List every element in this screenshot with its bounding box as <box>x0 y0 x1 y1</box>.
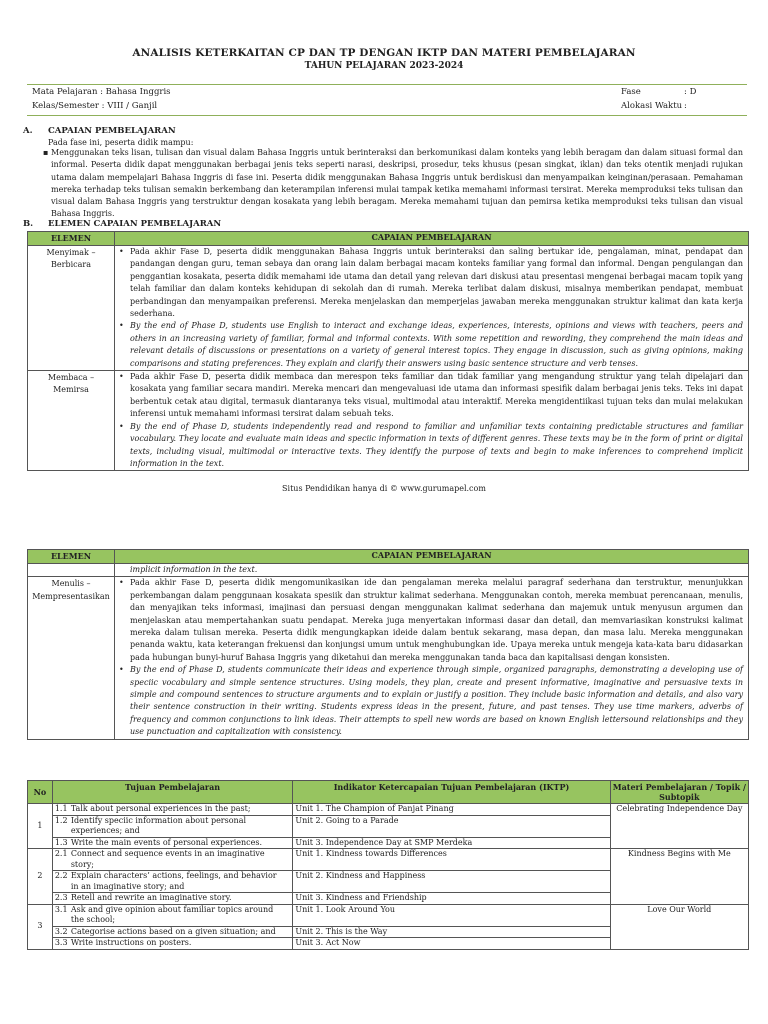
col-elemen-header: ELEMEN <box>28 232 115 246</box>
elemen-table-part1-clip <box>27 231 749 472</box>
tp-number: 2.3 <box>54 893 68 902</box>
col-iktp-header: Indikator Ketercapaian Tujuan Pembelajaran (IKTP) <box>293 781 610 804</box>
iktp-text: Unit 2. This is the Way <box>293 926 610 938</box>
col-capaian-header: CAPAIAN PEMBELAJARAN <box>115 232 749 246</box>
materi-text: Kindness Begins with Me <box>610 849 748 905</box>
table-row <box>28 564 749 577</box>
table-row <box>28 246 749 371</box>
section-a-bullet <box>43 147 743 221</box>
bullet-icon: ▪ <box>43 148 49 157</box>
elemen-name: Menyimak – Berbicara <box>28 246 115 371</box>
group-number: 3 <box>28 904 53 949</box>
tp-text: Identify speciic information about personal experiences; and <box>70 815 247 835</box>
section-b-title: ELEMEN CAPAIAN PEMBELAJARAN <box>48 219 222 229</box>
elemen-name: Menulis – Mempresentasikan <box>28 577 115 739</box>
capaian-en-text: • By the end of Phase D, students use English to interact and exchange ideas, experiences, interests, opinions and views with teachers, peers and others in an increasing variety of familiar, formal and informal contexts. With some repetition and rewording, they comprehend the main ideas and relevant details of discussions or presentations on a variety of general interest topics. They engage in discussion, such as giving opinions, making comparisons and stating preferences. They explain and clarify their answers using basic sentence structure and verb tenses. <box>130 320 743 370</box>
tp-number: 3.3 <box>54 938 68 947</box>
table-row <box>28 577 749 739</box>
tp-text: Talk about personal experiences in the past; <box>70 804 251 813</box>
elemen-table-header <box>28 232 749 246</box>
capaian-cell <box>115 246 749 371</box>
group-number: 2 <box>28 849 53 905</box>
materi-text: Celebrating Independence Day <box>610 804 748 849</box>
tp-number: 2.2 <box>54 871 68 880</box>
table-row <box>28 804 749 816</box>
tp-text: Explain characters’ actions, feelings, and behavior in an imaginative story; and <box>70 871 277 891</box>
fase-label: Fase <box>621 87 641 97</box>
section-a-bullet-text: Menggunakan teks lisan, tulisan dan visual dalam Bahasa Inggris untuk berinteraksi dan berkomunikasi dalam konteks yang lebih beragam dan dalam situasi formal dan informal. Peserta didik dapat menggunakan berbagai jenis teks seperti narasi, deskripsi, prosedur, teks khusus (pesan singkat, iklan) dan teks otentik menjadi rujukan utama dalam mempelajari Bahasa Inggris di fase ini. Peserta didik menggunakan Bahasa Inggris untuk berdiskusi dan menyampaikan keinginan/perasaan. Pemahaman mereka terhadap teks tulisan semakin berkembang dan keterampilan inferensi mulai tampak ketika memahami informasi tersirat. Mereka memproduksi teks tulisan dan visual dalam Bahasa Inggris yang terstruktur dengan kosakata yang lebih beragam. Mereka memahami tujuan dan pemirsa ketika memproduksi teks tulisan dan visual Bahasa Inggris. <box>51 148 743 219</box>
table-row <box>28 371 749 471</box>
capaian-id-text: • Pada akhir Fase D, peserta didik mengomunikasikan ide dan pengalaman mereka melalui paragraf sederhana dan terstruktur, menunjukkan perkembangan dalam penggunaan kosakata spesiik dan struktur kalimat sederhana. Menggunakan contoh, mereka membuat perencanaan, menulis, dan menyajikan teks informasi, imajinasi dan persuasi dengan menggunakan kalimat sederhana dan majemuk untuk menyusun argumen dan menjelaskan atau mempertahankan suatu pendapat. Mereka juga menyertakan informasi dasar dan detail, dan memvariasikan konstruksi kalimat mereka dalam tulisan mereka. Peserta didik mengungkapkan ideide dalam bentuk sekarang, masa depan, dan masa lalu. Mereka menggunakan penanda waktu, kata keterangan frekuensi dan konjungsi umum untuk menghubungkan ide. Upaya mereka untuk mengeja kata-kata baru didasarkan pada hubungan bunyi-huruf Bahasa Inggris yang diketahui dan mereka menggunakan tanda baca dan kapitalisasi dengan konsisten. <box>130 577 743 664</box>
tp-text: Connect and sequence events in an imaginative story; <box>70 849 265 869</box>
continued-text: implicit information in the text. <box>115 564 749 577</box>
tp-text: Ask and give opinion about familiar topics around the school; <box>70 904 274 924</box>
iktp-text: Unit 3. Independence Day at SMP Merdeka <box>293 837 610 849</box>
alokasi-value: : <box>684 101 687 111</box>
elemen-table-continued <box>27 549 749 740</box>
alokasi-label: Alokasi Waktu <box>621 101 683 111</box>
footer-text: Situs Pendidikan hanya di © www.gurumapel.com <box>282 484 486 493</box>
section-a-number: A. <box>23 126 33 136</box>
capaian-cell <box>115 577 749 739</box>
tp-number: 2.1 <box>54 849 68 858</box>
section-b-number: B. <box>23 219 34 229</box>
meta-box <box>27 84 747 116</box>
capaian-cell <box>115 371 749 471</box>
iktp-text: Unit 2. Kindness and Happiness <box>293 871 610 893</box>
table-row <box>28 849 749 871</box>
capaian-id-text: • Pada akhir Fase D, peserta didik membaca dan merespon teks familiar dan tidak familiar yang mengandung struktur yang telah dipelajari dan kosakata yang familiar secara mandiri. Mereka mencari dan mengevaluasi ide utama dan informasi spesifik dalam berbagai jenis teks. Teks ini dapat berbentuk cetak atau digital, termasuk diantaranya teks visual, multimodal atau interaktif. Mereka mengidentiikasi tujuan teks dan mulai melakukan inferensi untuk memahami informasi tersirat dalam sebuah teks. <box>130 371 743 421</box>
col-capaian-header: CAPAIAN PEMBELAJARAN <box>115 550 749 564</box>
iktp-text: Unit 1. Kindness towards Differences <box>293 849 610 871</box>
mapel-text: Mata Pelajaran : Bahasa Inggris <box>32 87 171 97</box>
kelas-text: Kelas/Semester : VIII / Ganjil <box>32 101 158 111</box>
section-a-title: CAPAIAN PEMBELAJARAN <box>48 126 176 136</box>
iktp-text: Unit 2. Going to a Parade <box>293 815 610 837</box>
tp-table <box>27 780 749 950</box>
tp-number: 1.2 <box>54 815 68 825</box>
capaian-en-text: • By the end of Phase D, students communicate their ideas and experience through simple, organized paragraphs, demonstrating a developing use of speciic vocabulary and simple sentence structures. Using models, they plan, create and present informative, imaginative and persuasive texts in simple and compound sentences to structure arguments and to explain or justify a position. They include basic information and details, and also vary their sentence construction in their writing. Students express ideas in the present, future, and past tenses. They use time markers, adverbs of frequency and common conjunctions to link ideas. Their attempts to spell new words are based on known English lettersound relationships and they use punctuation and capitalization with consistency. <box>130 664 743 738</box>
document-subtitle: TAHUN PELAJARAN 2023-2024 <box>304 61 464 71</box>
tp-text: Categorise actions based on a given situation; and <box>70 926 276 936</box>
document-title: ANALISIS KETERKAITAN CP DAN TP DENGAN IKTP DAN MATERI PEMBELAJARAN <box>132 47 636 59</box>
iktp-text: Unit 1. Look Around You <box>293 904 610 926</box>
elemen-table-header <box>28 550 749 564</box>
col-tp-header: Tujuan Pembelajaran <box>52 781 293 804</box>
iktp-text: Unit 1. The Champion of Panjat Pinang <box>293 804 610 816</box>
group-number: 1 <box>28 804 53 849</box>
tp-text: Retell and rewrite an imaginative story. <box>70 893 232 902</box>
section-a-intro: Pada fase ini, peserta didik mampu: <box>48 138 194 147</box>
capaian-en-text: • By the end of Phase D, students independently read and respond to familiar and unfamiliar texts containing predictable structures and familiar vocabulary. They locate and evaluate main ideas and speciic information in texts of different genres. These texts may be in the form of print or digital texts, including visual, multimodal or interactive texts. They identify the purpose of texts and begin to make inferences to comprehend implicit information in the text. <box>130 421 743 471</box>
tp-number: 1.1 <box>54 804 68 813</box>
elemen-table <box>27 231 749 471</box>
col-elemen-header: ELEMEN <box>28 550 115 564</box>
iktp-text: Unit 3. Act Now <box>293 938 610 950</box>
tp-text: Write the main events of personal experiences. <box>70 837 263 847</box>
tp-number: 1.3 <box>54 837 68 847</box>
tp-number: 3.2 <box>54 926 68 936</box>
tp-table-header <box>28 781 749 804</box>
iktp-text: Unit 3. Kindness and Friendship <box>293 893 610 905</box>
fase-value: : D <box>684 87 697 97</box>
tp-number: 3.1 <box>54 904 68 914</box>
col-materi-header: Materi Pembelajaran / Topik / Subtopik <box>610 781 748 804</box>
elemen-name: Membaca – Memirsa <box>28 371 115 471</box>
capaian-id-text: • Pada akhir Fase D, peserta didik menggunakan Bahasa Inggris untuk berinteraksi dan saling bertukar ide, pengalaman, minat, pendapat dan pandangan dengan guru, teman sebaya dan orang lain dalam berbagai macam konteks familiar yang formal dan informal. Dengan pengulangan dan penggantian kosakata, peserta didik memahami ide utama dan detail yang relevan dari diskusi atau presentasi mengenai berbagai macam topik yang telah familiar dan dalam konteks kehidupan di sekolah dan di rumah. Mereka terlibat dalam diskusi, misalnya memberikan pendapat, membuat perbandingan dan menyampaikan preferensi. Mereka menjelaskan dan memperjelas jawaban mereka menggunakan struktur kalimat dan kata kerja sederhana. <box>130 246 743 320</box>
table-row <box>28 904 749 926</box>
col-no-header: No <box>28 781 53 804</box>
materi-text: Love Our World <box>610 904 748 949</box>
tp-text: Write instructions on posters. <box>70 938 192 947</box>
